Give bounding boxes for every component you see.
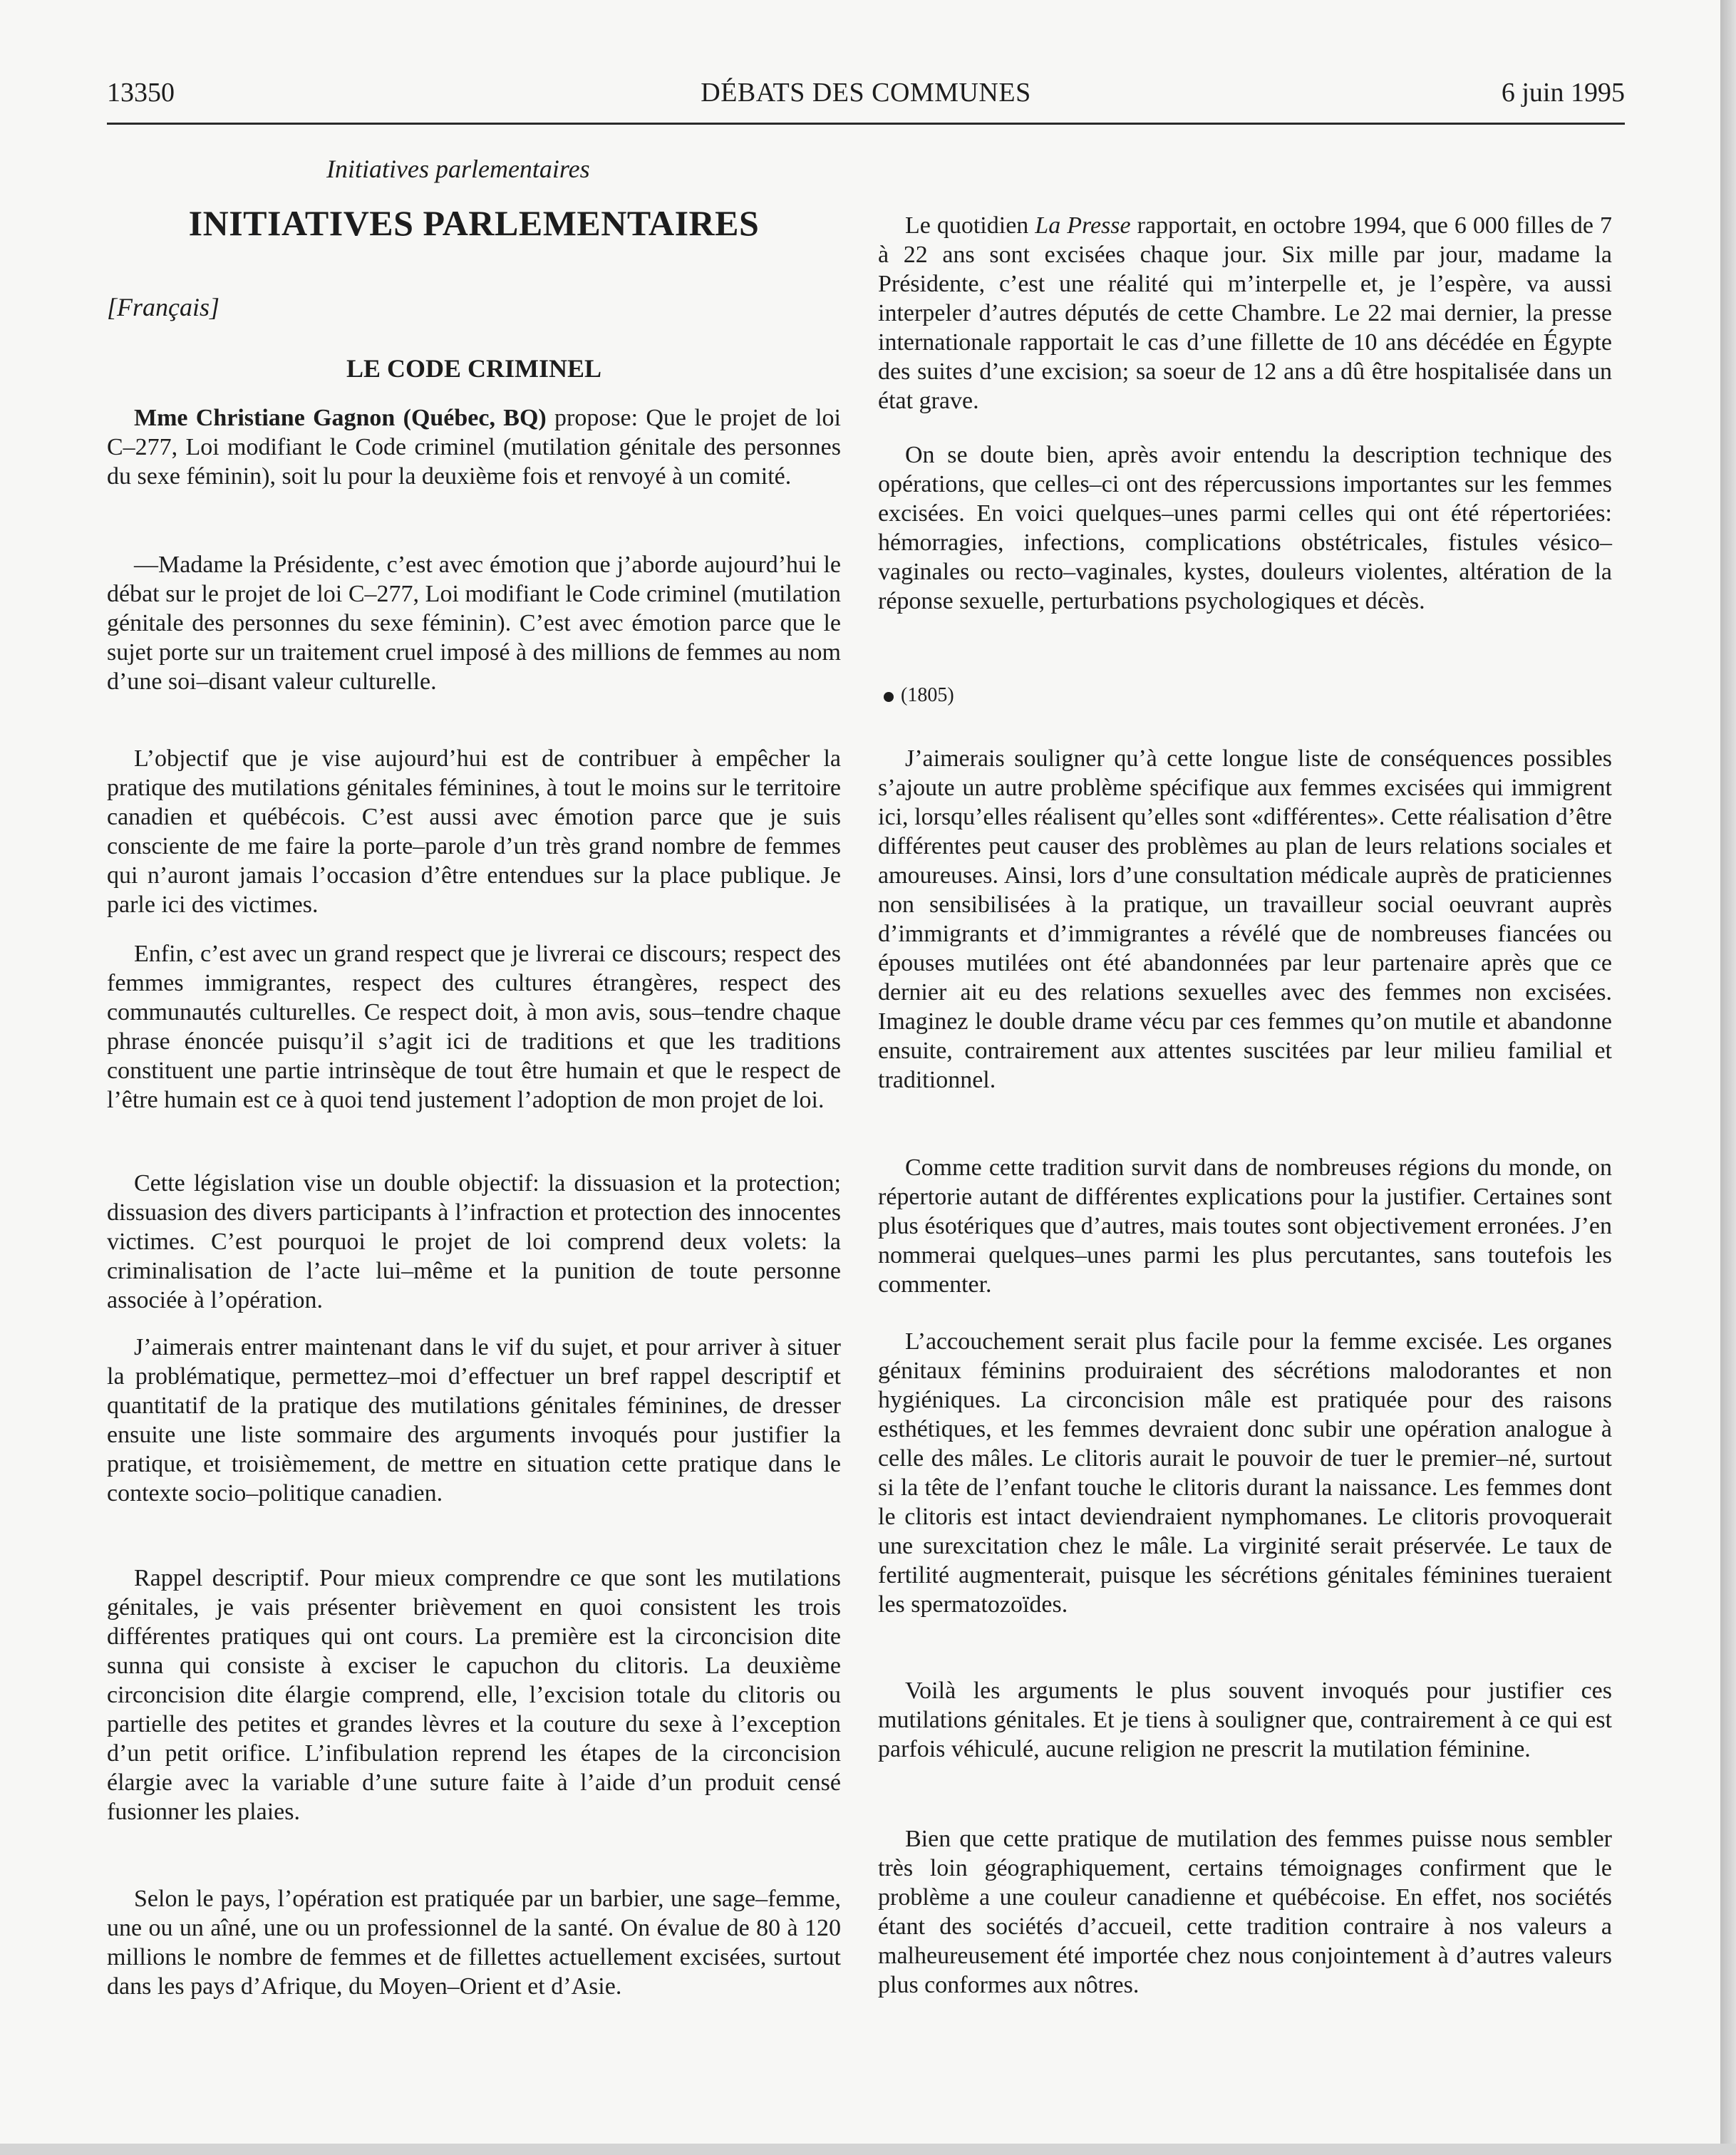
timestamp-marker (884, 684, 954, 707)
motion-speaker: Mme Christiane Gagnon (Québec, BQ) (134, 405, 547, 431)
left-paragraph-6-text: Rappel descriptif. Pour mieux comprendre ce que sont les mutilations génitales, je vais présenter brièvement en quoi consistent les trois différentes pratiques qui ont cours. La première est la circoncision dite sunna qui consiste à exciser le capuchon du clitoris. La deuxième circoncision dite élargie comprend, elle, l’excision totale du clitoris ou partielle des petites et grandes lèvres et la couture du sexe à l’exception d’un petit orifice. L’infibulation reprend les étapes de la circoncision élargie avec la variable d’une suture faite à l’aide d’un produit censé fusionner les plaies. (107, 1565, 841, 1825)
left-paragraph-2 (107, 744, 841, 919)
page-header (107, 77, 1625, 121)
header-rule (107, 123, 1625, 125)
timestamp-text: (1805) (901, 684, 954, 706)
scan-edge-right (1720, 0, 1736, 2155)
right-paragraph-3 (878, 744, 1612, 1095)
right-paragraph-6 (878, 1676, 1612, 1764)
right-paragraph-7 (878, 1824, 1612, 2000)
issue-date: 6 juin 1995 (1501, 78, 1625, 108)
right-paragraph-2-text: On se doute bien, après avoir entendu la description technique des opérations, que celles–ci ont des répercussions importantes sur les femmes excisées. En voici quelques–unes parmi celles qui ont été répertoriées: hémorragies, infections, complications obstétricales, fistules vésico–vaginales ou recto–vaginales, kystes, douleurs violentes, altération de la réponse sexuelle, perturbations psychologiques et décès. (878, 442, 1612, 614)
left-paragraph-4-text: Cette législation vise un double objectif: la dissuasion et la protection; dissuasion des divers participants à l’infraction et protection des innocentes victimes. C’est pourquoi le projet de loi comprend deux volets: la criminalisation de l’acte lui–même et la punition de toute personne associée à l’opération. (107, 1170, 841, 1313)
left-paragraph-3 (107, 939, 841, 1115)
bullet-icon (884, 692, 894, 702)
right-paragraph-2 (878, 440, 1612, 616)
right-p1-after: rapportait, en octobre 1994, que 6 000 filles de 7 à 22 ans sont excisées chaque jour. Six mille par jour, madame la Présidente, c’est une réalité qui m’interpelle et, je l’espère, va aussi interpeler d’autres députés de cette Chambre. Le 22 mai dernier, la presse internationale rapportait le cas d’une fillette de 10 ans décédée en Égypte des suites d’une excision; sa soeur de 12 ans a dû être hospitalisée dans un état grave. (878, 212, 1612, 414)
running-title: Initiatives parlementaires (326, 155, 590, 183)
left-paragraph-7 (107, 1884, 841, 2001)
left-paragraph-1 (107, 550, 841, 696)
right-paragraph-5-text: L’accouchement serait plus facile pour la femme excisée. Les organes génitaux féminins produiraient des sécrétions malodorantes et non hygiéniques. La circoncision mâle est pratiquée pour des raisons esthétiques, et les femmes devraient donc subir une opération analogue à celle des mâles. Le clitoris aurait le pouvoir de tuer le premier–né, surtout si la tête de l’enfant touche le clitoris durant la naissance. Les femmes dont le clitoris est intact deviendraient nymphomanes. Le clitoris provoquerait une surexcitation chez le mâle. La virginité serait préservée. Le taux de fertilité augmenterait, puisque les sécrétions génitales féminines tueraient les spermatozoïdes. (878, 1328, 1612, 1618)
scan-edge-bottom (0, 2144, 1736, 2155)
right-paragraph-6-text: Voilà les arguments le plus souvent invoqués pour justifier ces mutilations génitales. Et je tiens à souligner que, contrairement à ce qui est parfois véhiculé, aucune religion ne prescrit la mutilation féminine. (878, 1678, 1612, 1762)
newspaper-name: La Presse (1035, 212, 1131, 239)
left-paragraph-7-text: Selon le pays, l’opération est pratiquée par un barbier, une sage–femme, une ou un aîné, une ou un professionnel de la santé. On évalue de 80 à 120 millions le nombre de femmes et de fillettes actuellement excisées, surtout dans les pays d’Afrique, du Moyen–Orient et d’Asie. (107, 1886, 841, 2000)
motion-text: propose: Que le projet de loi C–277, Loi modifiant le Code criminel (mutilation génitale des personnes du sexe féminin), soit lu pour la deuxième fois et renvoyé à un comité. (107, 405, 841, 490)
right-paragraph-4-text: Comme cette tradition survit dans de nombreuses régions du monde, on répertorie autant de différentes explications pour la justifier. Certaines sont plus ésotériques que d’autres, mais toutes sont objectivement erronées. J’en nommerai quelques–unes parmi les plus percutantes, sans toutefois les commenter. (878, 1154, 1612, 1298)
section-title: INITIATIVES PARLEMENTAIRES (188, 203, 760, 243)
left-paragraph-3-text: Enfin, c’est avec un grand respect que je livrerai ce discours; respect des femmes immigrantes, respect des cultures étrangères, respect des communautés culturelles. Ce respect doit, à mon avis, sous–tendre chaque phrase énoncée puisqu’il s’agit ici de traditions et que les traditions constituent une partie intrinsèque de tout être humain et que le respect de l’être humain est ce à quoi tend justement l’adoption de mon projet de loi. (107, 941, 841, 1113)
right-p1-before: Le quotidien (905, 212, 1035, 239)
page-number: 13350 (107, 78, 175, 108)
publication-title: DÉBATS DES COMMUNES (701, 78, 1031, 108)
left-paragraph-1-text: —Madame la Présidente, c’est avec émotion que j’aborde aujourd’hui le débat sur le projet de loi C–277, Loi modifiant le Code criminel (mutilation génitale des personnes du sexe féminin). C’est avec émotion parce que le sujet porte sur un traitement cruel imposé à des millions de femmes au nom d’une soi–disant valeur culturelle. (107, 552, 841, 695)
motion-paragraph (107, 403, 841, 491)
left-paragraph-5-text: J’aimerais entrer maintenant dans le vif du sujet, et pour arriver à situer la problématique, permettez–moi d’effectuer un bref rappel descriptif et quantitatif de la pratique des mutilations génitales féminines, de dresser ensuite une liste sommaire des arguments invoqués pour justifier la pratique, et troisièmement, de mettre en situation cette pratique dans le contexte socio–politique canadien. (107, 1334, 841, 1507)
subsection-title: LE CODE CRIMINEL (346, 354, 602, 383)
language-tag: [Français] (107, 293, 220, 321)
left-paragraph-6 (107, 1564, 841, 1826)
left-paragraph-2-text: L’objectif que je vise aujourd’hui est de contribuer à empêcher la pratique des mutilations génitales féminines, à tout le moins sur le territoire canadien et québécois. C’est aussi avec émotion parce que je suis consciente de me faire la porte–parole d’un très grand nombre de femmes qui n’auront jamais l’occasion d’être entendues sur la place publique. Je parle ici des victimes. (107, 745, 841, 918)
right-paragraph-1 (878, 211, 1612, 415)
right-paragraph-4 (878, 1153, 1612, 1299)
right-paragraph-3-text: J’aimerais souligner qu’à cette longue liste de conséquences possibles s’ajoute un autre problème spécifique aux femmes excisées qui immigrent ici, lorsqu’elles réalisent qu’elles sont «différentes». Cette réalisation d’être différentes peut causer des problèmes au plan de leurs relations sociales et amoureuses. Ainsi, lors d’une consultation médicale auprès de praticiennes non sensibilisées à la pratique, un travailleur social oeuvrant auprès d’immigrants et d’immigrantes a révélé que de nombreuses fiancées ou épouses mutilées ont été abandonnées par leur partenaire après que ce dernier ait eu des relations sexuelles avec des femmes non excisées. Imaginez le double drame vécu par ces femmes qu’on mutile et abandonne ensuite, contrairement aux attentes suscitées par leur milieu familial et traditionnel. (878, 745, 1612, 1093)
right-paragraph-5 (878, 1327, 1612, 1619)
left-paragraph-4 (107, 1169, 841, 1315)
right-paragraph-7-text: Bien que cette pratique de mutilation des femmes puisse nous sembler très loin géographiquement, certains témoignages confirment que le problème a une couleur canadienne et québécoise. En effet, nos sociétés étant des sociétés d’accueil, cette tradition contraire à nos valeurs a malheureusement été importée chez nous conjointement à d’autres valeurs plus conformes aux nôtres. (878, 1826, 1612, 1998)
left-paragraph-5 (107, 1333, 841, 1508)
